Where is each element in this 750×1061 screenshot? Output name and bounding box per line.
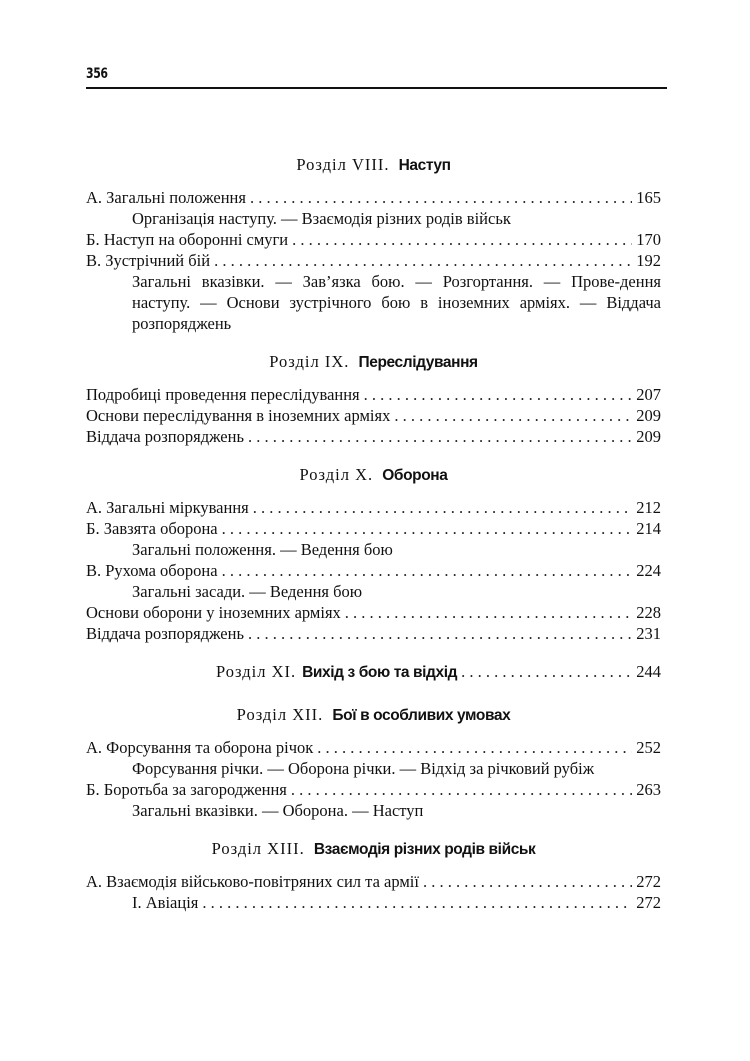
leader-dots [317,737,632,758]
leader-dots [250,187,632,208]
leader-dots [222,560,633,581]
toc-entry[interactable] [86,405,661,426]
section-number: Розділ VIII. [296,155,395,174]
leader-dots [248,623,632,644]
entry-label: Подробиці проведення переслідування [86,385,360,404]
leader-dots [248,426,632,447]
toc-entry[interactable] [86,518,661,539]
section-number: Розділ X. [299,465,379,484]
entry-label: А. Загальні положення [86,188,246,207]
toc-entry[interactable] [86,187,661,208]
entry-description: Загальні засади. — Ведення бою [132,582,363,601]
toc-entry[interactable] [86,602,661,623]
toc-entry[interactable] [86,250,661,271]
toc-entry[interactable] [86,623,661,644]
toc-entry[interactable] [86,229,661,250]
page-ref: 214 [636,519,661,538]
leader-dots [461,657,632,687]
section-heading[interactable] [86,657,661,687]
section-title: Взаємодія різних родів військ [313,841,536,858]
entry-label: Віддача розпоряджень [86,427,244,446]
entry-description: Форсування річки. — Оборона річки. — Відхід за річковий рубіж [132,759,595,778]
entry-label: Б. Наступ на оборонні смуги [86,230,289,249]
leader-dots [292,229,632,250]
section-number: Розділ XII. [236,705,329,724]
entry-label: Основи переслідування в іноземних арміях [86,406,391,425]
toc-entry[interactable] [86,426,661,447]
section-heading [86,460,661,490]
toc-entry[interactable] [86,737,661,758]
entry-label: А. Загальні міркування [86,498,249,517]
section-number: Розділ XIII. [211,839,310,858]
page-ref: 263 [636,780,661,799]
leader-dots [394,405,632,426]
page-ref: 252 [636,738,661,757]
section-number: Розділ XI. [216,662,297,681]
entry-description: Загальні положення. — Ведення бою [132,540,393,559]
leader-dots [253,497,633,518]
page-ref: 244 [636,662,661,681]
entry-label: Віддача розпоряджень [86,624,244,643]
toc-section [86,347,661,447]
toc-section [86,834,661,913]
page-ref: 231 [636,624,661,643]
leader-dots [214,250,632,271]
leader-dots [423,871,632,892]
page-ref: 207 [636,385,661,404]
section-heading [86,834,661,864]
entry-label: А. Взаємодія військово-повітряних сил та армії [86,872,419,891]
section-title: Вихід з бою та відхід [302,664,458,681]
toc-entry[interactable] [86,871,661,892]
page-number: 356 [86,66,108,82]
leader-dots [345,602,632,623]
header-rule [86,87,667,89]
entry-description: Загальні вказівки. — Зав’язка бою. — Розгортання. — Прове-дення наступу. — Основи зустрічного бою в іноземних арміях. — Віддача розпоряджень [132,272,661,333]
section-heading [86,700,661,730]
page-ref: 212 [636,498,661,517]
section-heading [86,150,661,180]
leader-dots [364,384,633,405]
toc-section [86,460,661,644]
leader-dots [222,518,633,539]
toc-entry[interactable] [86,560,661,581]
section-title: Оборона [382,467,448,484]
leader-dots [202,892,632,913]
section-number: Розділ IX. [269,352,355,371]
page-ref: 209 [636,406,661,425]
table-of-contents [86,150,661,926]
entry-label: Б. Завзята оборона [86,519,218,538]
page-ref: 209 [636,427,661,446]
page-ref: 192 [636,251,661,270]
toc-section [86,700,661,821]
entry-description: Загальні вказівки. — Оборона. — Наступ [132,801,424,820]
toc-entry[interactable] [86,892,661,913]
toc-entry[interactable] [86,384,661,405]
page-ref: 170 [636,230,661,249]
page-ref: 165 [636,188,661,207]
page-ref: 228 [636,603,661,622]
entry-label: А. Форсування та оборона річок [86,738,314,757]
page-ref: 272 [636,893,661,912]
entry-label: В. Зустрічний бій [86,251,211,270]
toc-section [86,657,661,687]
entry-description: Організація наступу. — Взаємодія різних родів військ [132,209,511,228]
section-title: Бої в особливих умовах [332,707,511,724]
toc-entry[interactable] [86,779,661,800]
page-ref: 224 [636,561,661,580]
section-title: Наступ [398,157,451,174]
section-heading [86,347,661,377]
entry-label: I. Авіація [132,893,199,912]
leader-dots [291,779,632,800]
entry-label: Б. Боротьба за загородження [86,780,287,799]
section-title: Переслідування [358,354,478,371]
toc-entry[interactable] [86,497,661,518]
entry-label: В. Рухома оборона [86,561,218,580]
page-ref: 272 [636,872,661,891]
toc-section [86,150,661,334]
entry-label: Основи оборони у іноземних арміях [86,603,341,622]
